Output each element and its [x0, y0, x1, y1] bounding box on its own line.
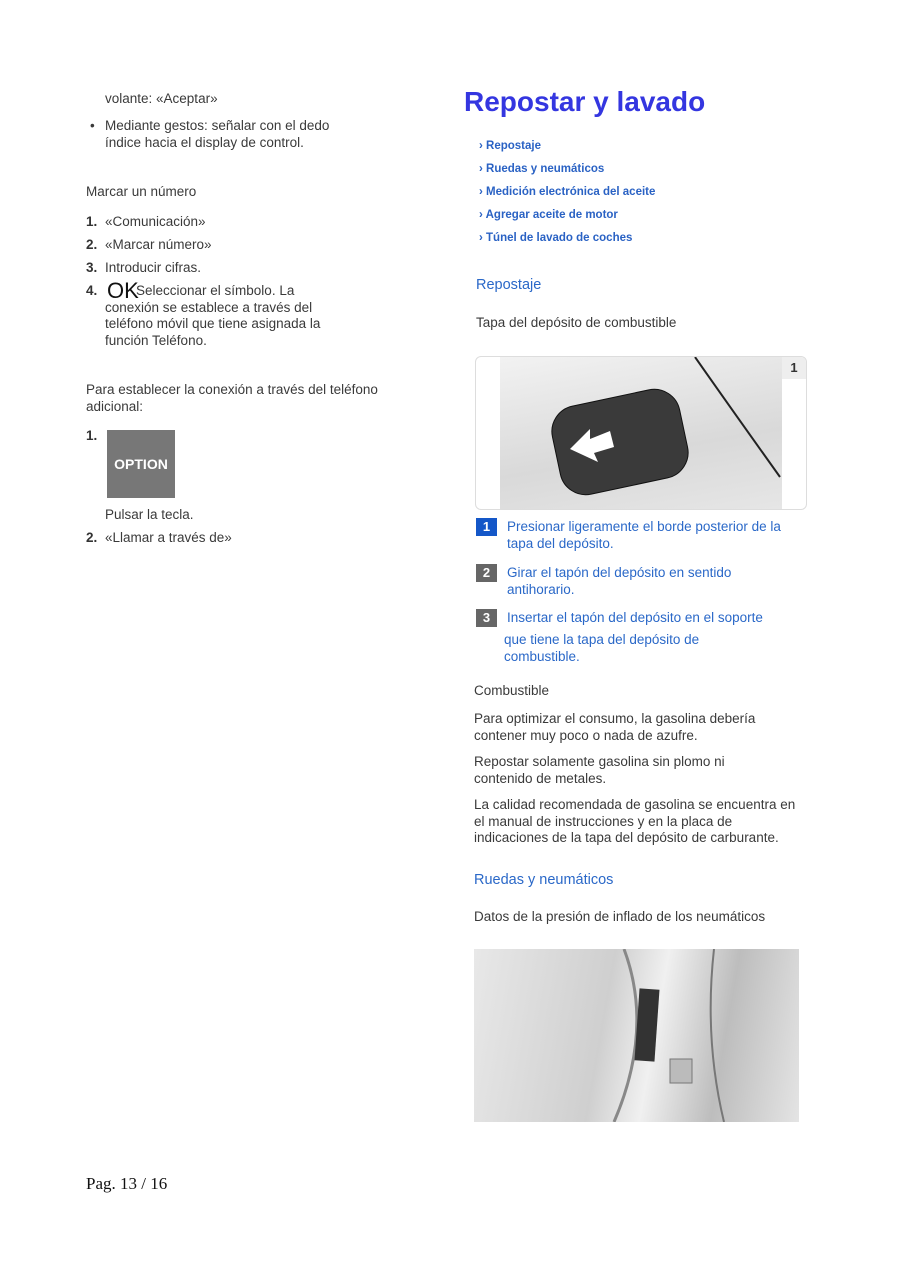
step-text: «Comunicación»	[105, 214, 206, 229]
dial-heading: Marcar un número	[86, 184, 197, 199]
image-label: 1	[782, 357, 806, 379]
ok-symbol-icon: OK	[107, 278, 139, 303]
bullet-icon: •	[90, 118, 95, 133]
step-number: 2.	[86, 237, 98, 252]
toc-label: Repostaje	[486, 140, 541, 152]
fuel-heading: Combustible	[474, 683, 550, 698]
toc-label: Ruedas y neumáticos	[486, 163, 605, 175]
fuel-cap-image	[475, 356, 807, 510]
toc-label: Túnel de lavado de coches	[486, 232, 633, 244]
toc-link[interactable]: › Túnel de lavado de coches	[479, 232, 633, 244]
page-title: Repostar y lavado	[464, 86, 706, 117]
toc-link[interactable]: › Ruedas y neumáticos	[479, 163, 605, 175]
callout-badge: 3	[476, 609, 497, 627]
callout-text: que tiene la tapa del depósito de combustible.	[504, 632, 700, 664]
toc-label: Agregar aceite de motor	[485, 209, 618, 221]
toc-link[interactable]: › Repostaje	[479, 140, 541, 152]
step-text: «Llamar a través de»	[105, 530, 232, 545]
step-text: Pulsar la tecla.	[105, 507, 194, 522]
toc-link[interactable]: › Agregar aceite de motor	[479, 209, 618, 221]
page-number: Pag. 13 / 16	[86, 1174, 168, 1193]
callout-text: Insertar el tapón del depósito en el soporte	[507, 610, 763, 625]
paragraph: La calidad recomendada de gasolina se encuentra en el manual de instrucciones y en la placa de indicaciones de la tapa del depósito de carburante.	[474, 797, 796, 845]
callout-badge: 2	[476, 564, 497, 582]
step-text-content: Seleccionar el símbolo. La conexión se establece a través del teléfono móvil que tiene asignada la función Teléfono.	[105, 283, 321, 348]
callout-badge: 1	[476, 518, 497, 536]
step-number: 1.	[86, 428, 98, 443]
step-number: 4.	[86, 283, 98, 298]
section-heading: Ruedas y neumáticos	[474, 872, 614, 888]
bullet-text: Mediante gestos: señalar con el dedo índice hacia el display de control.	[105, 118, 330, 150]
fuel-cap-illustration	[500, 357, 782, 509]
additional-heading: Para establecer la conexión a través del teléfono adicional:	[86, 382, 378, 414]
text-line: volante: «Aceptar»	[105, 91, 218, 106]
section-heading: Repostaje	[476, 277, 542, 293]
door-pillar-image	[474, 949, 799, 1122]
callout-text: Presionar ligeramente el borde posterior de la tapa del depósito.	[507, 519, 781, 551]
step-text	[105, 283, 345, 349]
option-key-icon: OPTION	[107, 430, 175, 498]
subtitle: Tapa del depósito de combustible	[476, 315, 677, 330]
door-pillar-illustration	[474, 949, 799, 1122]
step-number: 1.	[86, 214, 98, 229]
toc-link[interactable]: › Medición electrónica del aceite	[479, 186, 656, 198]
step-text: Introducir cifras.	[105, 260, 202, 275]
step-text: «Marcar número»	[105, 237, 212, 252]
paragraph: Repostar solamente gasolina sin plomo ni contenido de metales.	[474, 754, 725, 786]
paragraph: Para optimizar el consumo, la gasolina debería contener muy poco o nada de azufre.	[474, 711, 756, 743]
callout-text: Girar el tapón del depósito en sentido antihorario.	[507, 565, 732, 597]
step-number: 3.	[86, 260, 98, 275]
subtitle: Datos de la presión de inflado de los neumáticos	[474, 909, 766, 924]
toc-label: Medición electrónica del aceite	[486, 186, 656, 198]
step-number: 2.	[86, 530, 98, 545]
